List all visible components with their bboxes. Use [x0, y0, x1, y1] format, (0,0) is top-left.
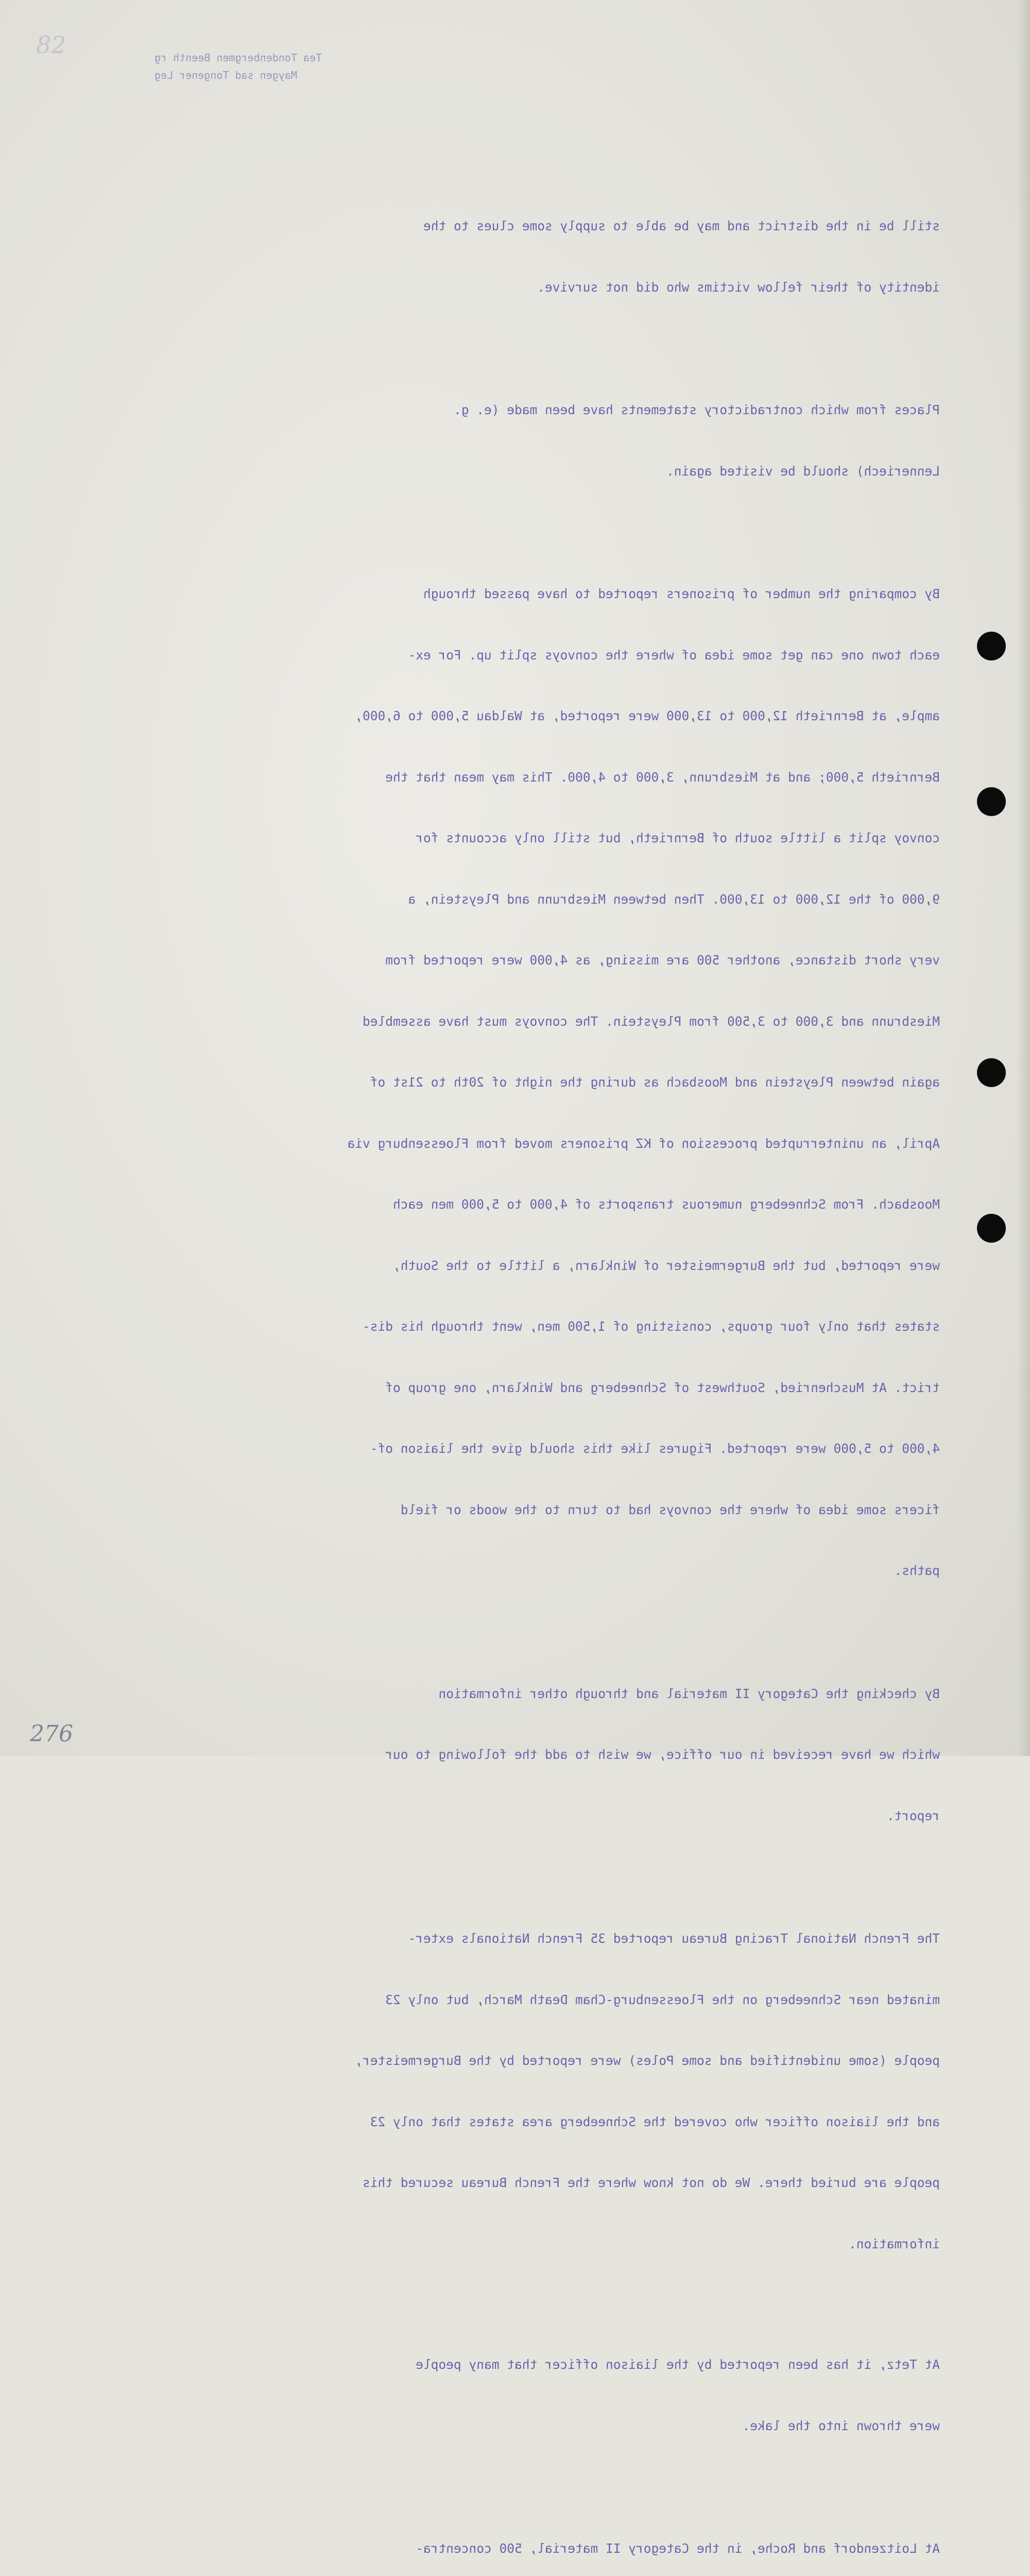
text-line: Miesbrunn and 3,000 to 3,500 from Pleystein. The convoys must have assembled	[362, 1013, 940, 1029]
text-line: information.	[848, 2236, 940, 2251]
paragraph	[136, 1888, 940, 2295]
paragraph	[136, 359, 940, 522]
corner-mark: 82	[36, 31, 66, 59]
text-line: very short distance, another 500 are missing, as 4,000 were reported from	[385, 953, 940, 968]
text-line: again between Pleystein and Moosbach as during the night of 20th to 21st of	[370, 1075, 940, 1090]
text-line: At Loitzendorf and Roche, in the Category II material, 500 concentra-	[416, 2541, 940, 2556]
text-line: were reported, but the Burgermeister of Winklarn, a little to the South,	[392, 1258, 940, 1273]
text-line: By comparing the number of prisoners reported to have passed through	[423, 586, 940, 601]
text-line: still be in the district and may be able to supply some clues to the	[423, 218, 940, 233]
paragraph	[136, 1643, 940, 1867]
text-line: Moosbach. From Schneeberg numerous transports of 4,000 to 5,000 men each	[392, 1197, 940, 1212]
text-line: The French National Tracing Bureau reported 35 French Nationals exter-	[408, 1931, 940, 1946]
punch-hole	[977, 787, 1006, 816]
text-line: report.	[886, 1808, 940, 1823]
mirrored-header	[154, 49, 566, 84]
text-line: ample, at Bernrieth 12,000 to 13,000 were reported, at Waldau 5,000 to 6,000,	[355, 708, 940, 723]
text-line: Lenneriech) should be visited again.	[666, 463, 940, 479]
paper-edge-shadow	[1017, 0, 1030, 1756]
paragraph	[136, 543, 940, 1622]
text-line: 4,000 to 5,000 were reported. Figures like this should give the liaison of-	[370, 1441, 940, 1456]
mirrored-body-text	[136, 175, 940, 2576]
punch-hole	[977, 1058, 1006, 1087]
text-line: each town one can get some idea of where the convoys split up. For ex-	[408, 647, 940, 663]
header-line: Tea Tondenbergmen Beenth rg	[154, 52, 322, 64]
text-line: ficers some idea of where the convoys had to turn to the woods or field	[400, 1502, 940, 1517]
text-line: convoy split a little south of Bernrieth, but still only accounts for	[416, 831, 940, 845]
text-line: At Tetz, it has been reported by the liaison officer that many people	[416, 2357, 940, 2372]
text-line: April, an uninterrupted procession of KZ prisoners moved from Floessenburg via	[347, 1136, 940, 1151]
text-line: identity of their fellow victims who did not survive.	[537, 279, 940, 295]
text-line: and the liaison officer who covered the Schneeberg area states that only 23	[370, 2114, 940, 2129]
text-line: paths.	[894, 1563, 940, 1578]
paragraph	[136, 2498, 940, 2576]
text-line: which we have received in our office, we wish to add the following to our	[385, 1747, 940, 1762]
text-line: people (some unidentified and some Poles) were reported by the Burgermeister,	[355, 2053, 940, 2068]
text-line: were thrown into the lake.	[742, 2418, 940, 2433]
text-line: Bernrieth 5,000; and at Miesbrunn, 3,000 to 4,000. This may mean that the	[385, 769, 940, 785]
text-line: 9,000 of the 12,000 to 13,000. Then between Miesbrunn and Pleystein, a	[408, 891, 940, 907]
paragraph	[136, 175, 940, 338]
page-number: 276	[30, 1721, 73, 1747]
text-line: Places from which contradictory statements have been made (e. g.	[453, 402, 940, 417]
text-line: people are buried there. We do not know where the French Bureau secured this	[362, 2175, 940, 2190]
punch-hole	[977, 632, 1006, 660]
text-line: trict. At Muschenried, Southwest of Schneeberg and Winklarn, one group of	[385, 1380, 940, 1395]
header-line: Maygen sad Tongener Leg	[154, 69, 297, 81]
text-line: states that only four groups, consisting of 1,500 men, went through his dis-	[362, 1319, 940, 1334]
punch-hole	[977, 1214, 1006, 1243]
paragraph	[136, 2314, 940, 2477]
text-line: minated near Schneeberg on the Floessenburg-Cham Death March, but only 23	[385, 1992, 940, 2007]
text-line: By checking the Category II material and through other information	[438, 1686, 940, 1701]
